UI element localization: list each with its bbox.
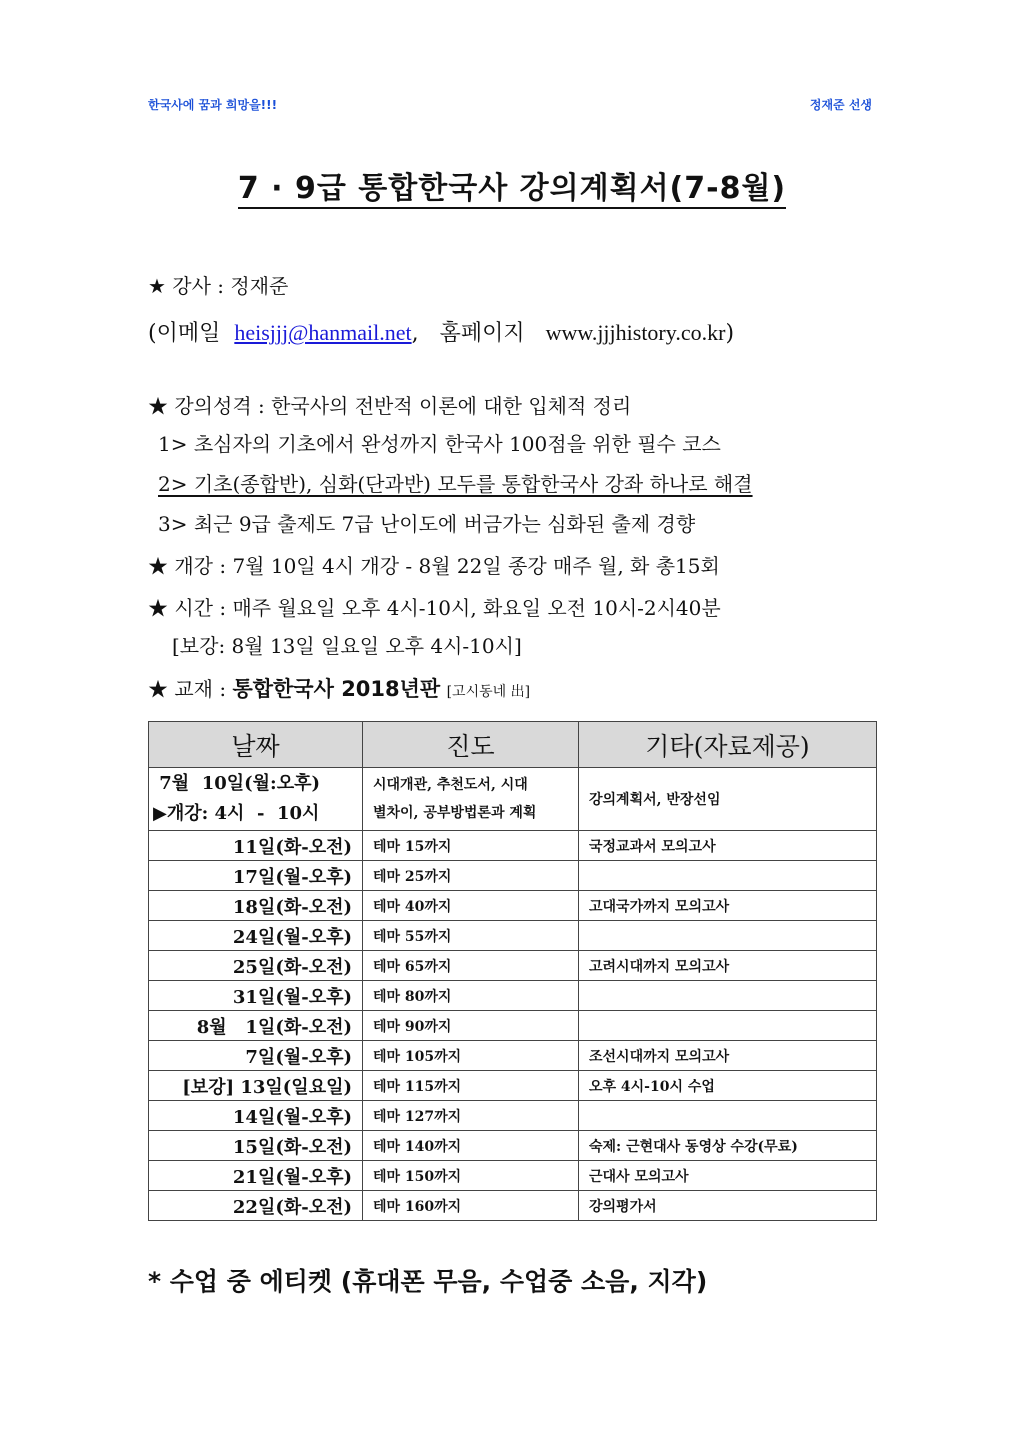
contact-suffix: ) xyxy=(725,321,735,346)
date-cell: 15일(화-오전) xyxy=(149,1131,363,1161)
table-row xyxy=(149,768,877,831)
progress-cell: 테마 150까지 xyxy=(363,1161,579,1191)
table-row xyxy=(149,891,877,921)
date-cell: 7일(월-오후) xyxy=(149,1041,363,1071)
etc-cell: 근대사 모의고사 xyxy=(579,1161,877,1191)
contact-prefix: (이메일 xyxy=(148,321,235,346)
progress-cell: 테마 160까지 xyxy=(363,1191,579,1221)
makeup-info: [보강: 8월 13일 일요일 오후 4시-10시] xyxy=(172,634,522,658)
header-slogan: 한국사에 꿈과 희망을!!! xyxy=(148,98,278,112)
table-row xyxy=(149,1161,877,1191)
table-row xyxy=(149,951,877,981)
email-link[interactable]: heisjjj@hanmail.net xyxy=(234,320,412,345)
column-header-etc: 기타(자료제공) xyxy=(579,722,877,768)
instructor-label: 강사 : 정재준 xyxy=(172,274,289,298)
etc-cell: 숙제: 근현대사 동영상 수강(무료) xyxy=(579,1131,877,1161)
progress-cell: 테마 65까지 xyxy=(363,951,579,981)
etc-cell: 강의계획서, 반장선임 xyxy=(579,768,877,831)
table-row xyxy=(149,1131,877,1161)
table-row xyxy=(149,1191,877,1221)
course-point-3: 3> 최근 9급 출제도 7급 난이도에 버금가는 심화된 출제 경향 xyxy=(158,512,696,536)
time-info: ★ 시간 : 매주 월요일 오후 4시-10시, 화요일 오전 10시-2시40분 xyxy=(148,596,721,620)
etc-cell: 국정교과서 모의고사 xyxy=(579,831,877,861)
date-cell: 24일(월-오후) xyxy=(149,921,363,951)
date-cell: 17일(월-오후) xyxy=(149,861,363,891)
textbook-label: ★ 교재 : xyxy=(148,677,233,701)
header-author: 정재준 선생 xyxy=(809,98,872,112)
page-title xyxy=(0,163,1024,207)
etc-cell xyxy=(579,1101,877,1131)
table-header-row xyxy=(149,722,877,768)
etc-cell: 강의평가서 xyxy=(579,1191,877,1221)
progress-cell: 테마 105까지 xyxy=(363,1041,579,1071)
progress-cell: 테마 40까지 xyxy=(363,891,579,921)
date-cell: [보강] 13일(일요일) xyxy=(149,1071,363,1101)
column-header-progress: 진도 xyxy=(363,722,579,768)
date-cell: 25일(화-오전) xyxy=(149,951,363,981)
progress-cell: 테마 90까지 xyxy=(363,1011,579,1041)
course-nature: ★ 강의성격 : 한국사의 전반적 이론에 대한 입체적 정리 xyxy=(148,394,632,418)
etiquette-note: * 수업 중 에티켓 (휴대폰 무음, 수업중 소음, 지각) xyxy=(148,1267,708,1296)
progress-cell: 테마 115까지 xyxy=(363,1071,579,1101)
column-header-date: 날짜 xyxy=(149,722,363,768)
etc-cell xyxy=(579,981,877,1011)
course-point-2: 2> 기초(종합반), 심화(단과반) 모두를 통합한국사 강좌 하나로 해결 xyxy=(158,472,753,496)
table-row xyxy=(149,861,877,891)
table-row xyxy=(149,831,877,861)
star-icon: ★ xyxy=(148,274,166,298)
instructor-line xyxy=(148,270,288,299)
opening-info: ★ 개강 : 7월 10일 4시 개강 - 8월 22일 종강 매주 월, 화 총15회 xyxy=(148,554,720,578)
etc-cell xyxy=(579,1011,877,1041)
page-title-text: 7 · 9급 통합한국사 강의계획서(7-8월) xyxy=(238,171,786,209)
date-cell: 8월 1일(화-오전) xyxy=(149,1011,363,1041)
date-cell: 18일(화-오전) xyxy=(149,891,363,921)
contact-line xyxy=(148,316,734,347)
date-line-2: ▶개강: 4시 - 10시 xyxy=(153,803,320,824)
date-cell: 11일(화-오전) xyxy=(149,831,363,861)
table-row xyxy=(149,921,877,951)
date-cell: 22일(화-오전) xyxy=(149,1191,363,1221)
etc-cell: 고려시대까지 모의고사 xyxy=(579,951,877,981)
progress-line-1: 시대개관, 추천도서, 시대 xyxy=(373,777,528,793)
date-line-1: 7월 10일(월:오후) xyxy=(153,773,320,794)
textbook-title: 통합한국사 2018년판 xyxy=(232,677,441,701)
schedule-table xyxy=(148,721,877,1221)
course-point-1: 1> 초심자의 기초에서 완성까지 한국사 100점을 위한 필수 코스 xyxy=(158,432,721,456)
date-cell: 31일(월-오후) xyxy=(149,981,363,1011)
progress-line-2: 별차이, 공부방법론과 계획 xyxy=(373,805,537,821)
date-cell: 14일(월-오후) xyxy=(149,1101,363,1131)
progress-cell: 테마 127까지 xyxy=(363,1101,579,1131)
table-row xyxy=(149,1041,877,1071)
progress-cell: 테마 140까지 xyxy=(363,1131,579,1161)
etc-cell xyxy=(579,861,877,891)
textbook-publisher: [고시동네 出] xyxy=(446,684,531,700)
etc-cell xyxy=(579,921,877,951)
etc-cell: 오후 4시-10시 수업 xyxy=(579,1071,877,1101)
homepage-url: www.jjjhistory.co.kr xyxy=(545,320,726,345)
date-cell xyxy=(149,768,363,831)
homepage-label: , 홈페이지 xyxy=(411,321,546,346)
progress-cell: 테마 25까지 xyxy=(363,861,579,891)
table-row xyxy=(149,1011,877,1041)
etc-cell: 조선시대까지 모의고사 xyxy=(579,1041,877,1071)
etc-cell: 고대국가까지 모의고사 xyxy=(579,891,877,921)
date-cell: 21일(월-오후) xyxy=(149,1161,363,1191)
textbook-line xyxy=(148,673,530,703)
table-row xyxy=(149,981,877,1011)
progress-cell: 테마 15까지 xyxy=(363,831,579,861)
progress-cell: 테마 55까지 xyxy=(363,921,579,951)
table-row xyxy=(149,1101,877,1131)
progress-cell: 테마 80까지 xyxy=(363,981,579,1011)
progress-cell xyxy=(363,768,579,831)
table-row xyxy=(149,1071,877,1101)
